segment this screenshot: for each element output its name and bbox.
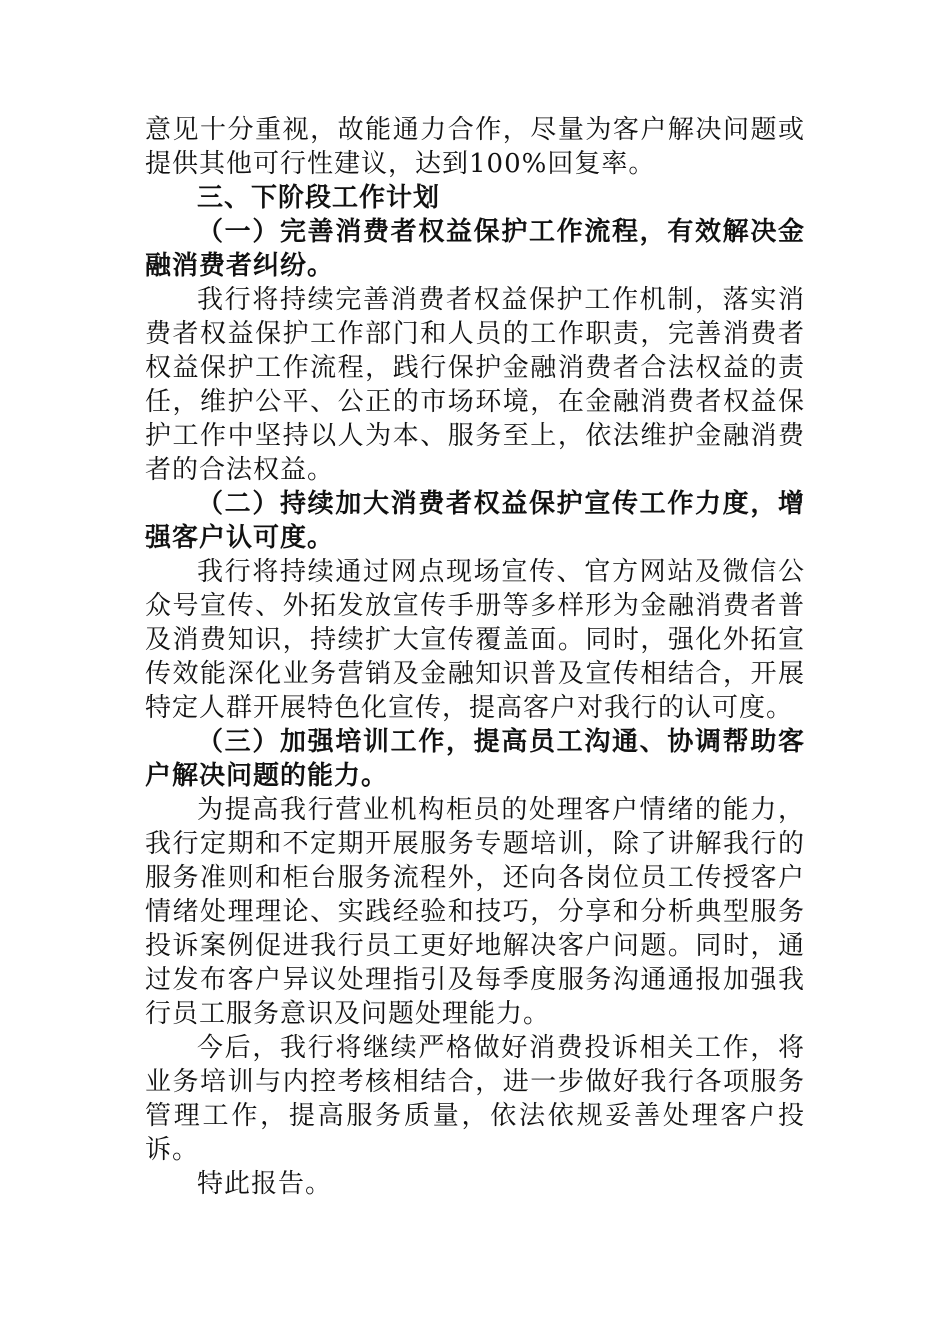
- document-page: [145, 113, 805, 1201]
- item2-heading: （二）持续加大消费者权益保护宣传工作力度，增强客户认可度。: [145, 489, 805, 553]
- item2-paragraph: 我行将持续通过网点现场宣传、官方网站及微信公众号宣传、外拓发放宣传手册等多样形为金融消费者普及消费知识，持续扩大宣传覆盖面。同时，强化外拓宣传效能深化业务营销及金融知识普及宣传相结合，开展特定人群开展特色化宣传，提高客户对我行的认可度。: [145, 557, 805, 723]
- item1-heading: （一）完善消费者权益保护工作流程，有效解决金融消费者纠纷。: [145, 217, 805, 281]
- item3-paragraph: 为提高我行营业机构柜员的处理客户情绪的能力，我行定期和不定期开展服务专题培训，除了讲解我行的服务准则和柜台服务流程外，还向各岗位员工传授客户情绪处理理论、实践经验和技巧，分享和分析典型服务投诉案例促进我行员工更好地解决客户问题。同时，通过发布客户异议处理指引及每季度服务沟通通报加强我行员工服务意识及问题处理能力。: [145, 795, 805, 1029]
- closing-line: 特此报告。: [197, 1169, 333, 1199]
- conclusion-paragraph: 今后，我行将继续严格做好消费投诉相关工作，将业务培训与内控考核相结合，进一步做好我行各项服务管理工作，提高服务质量，依法依规妥善处理客户投诉。: [145, 1033, 805, 1165]
- item3-heading: （三）加强培训工作，提高员工沟通、协调帮助客户解决问题的能力。: [145, 727, 805, 791]
- section-heading: 三、下阶段工作计划: [197, 183, 441, 213]
- continuation-paragraph: 意见十分重视，故能通力合作，尽量为客户解决问题或提供其他可行性建议，达到100%回复率。: [145, 115, 805, 179]
- item1-paragraph: 我行将持续完善消费者权益保护工作机制，落实消费者权益保护工作部门和人员的工作职责，完善消费者权益保护工作流程，践行保护金融消费者合法权益的责任，维护公平、公正的市场环境，在金融消费者权益保护工作中坚持以人为本、服务至上，依法维护金融消费者的合法权益。: [145, 285, 805, 485]
